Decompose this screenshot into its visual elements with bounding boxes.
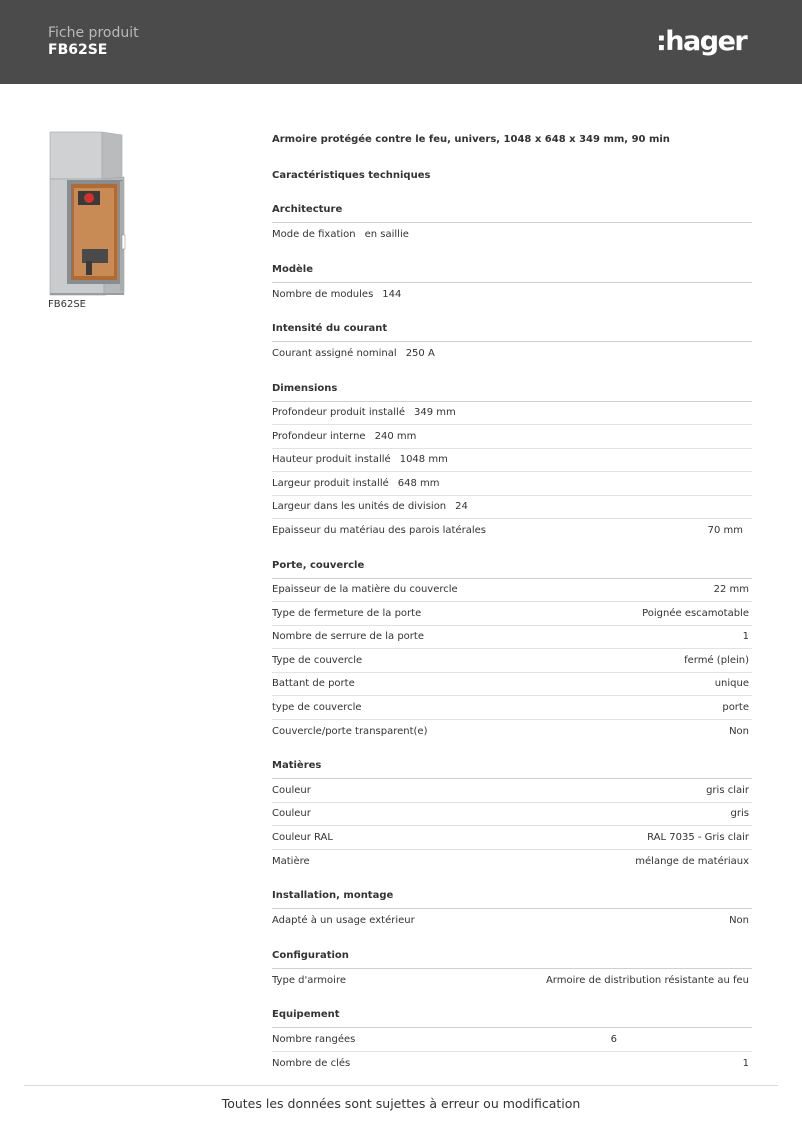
spec-label: Type de fermeture de la porte bbox=[272, 607, 422, 619]
spec-row bbox=[272, 1052, 752, 1076]
spec-label: Nombre de clés bbox=[272, 1057, 351, 1069]
spec-value: en saillie bbox=[364, 229, 409, 241]
spec-value: Armoire de distribution résistante au feu bbox=[545, 974, 749, 986]
spec-value: porte bbox=[722, 701, 749, 713]
spec-row bbox=[272, 649, 752, 673]
spec-row bbox=[272, 1028, 752, 1052]
spec-label: Adapté à un usage extérieur bbox=[272, 915, 415, 927]
spec-value: mélange de matériaux bbox=[635, 855, 749, 867]
product-title: Armoire protégée contre le feu, univers, 1048 x 648 x 349 mm, 90 min bbox=[272, 134, 670, 145]
spec-value: fermé (plein) bbox=[684, 654, 749, 666]
spec-row bbox=[272, 579, 752, 603]
spec-value: 1 bbox=[742, 631, 749, 643]
section-intensite bbox=[272, 306, 752, 366]
section-title: Intensité du courant bbox=[272, 306, 752, 342]
spec-value: 6 bbox=[610, 1033, 617, 1045]
spec-row bbox=[272, 472, 752, 496]
spec-row bbox=[272, 909, 752, 933]
spec-row bbox=[272, 342, 752, 366]
spec-row bbox=[272, 673, 752, 697]
spec-label: Profondeur interne bbox=[272, 430, 366, 442]
spec-label: Matière bbox=[272, 855, 310, 867]
spec-label: Epaisseur du matériau des parois latérales bbox=[272, 525, 487, 537]
svg-text::hager: :hager bbox=[656, 26, 747, 57]
product-reference: FB62SE bbox=[48, 42, 108, 58]
section-title: Architecture bbox=[272, 193, 752, 223]
section-modele bbox=[272, 247, 752, 307]
spec-row bbox=[272, 425, 752, 449]
spec-label: type de couvercle bbox=[272, 701, 362, 713]
section-title: Dimensions bbox=[272, 366, 752, 402]
section-porte-couvercle bbox=[272, 543, 752, 744]
spec-value: Non bbox=[729, 915, 749, 927]
section-title: Porte, couvercle bbox=[272, 543, 752, 579]
spec-row bbox=[272, 826, 752, 850]
section-title: Equipement bbox=[272, 992, 752, 1028]
spec-value: 648 mm bbox=[397, 477, 440, 489]
spec-label: Battant de porte bbox=[272, 678, 355, 690]
spec-row bbox=[272, 720, 752, 744]
spec-label: Profondeur produit installé bbox=[272, 407, 405, 419]
spec-row bbox=[272, 449, 752, 473]
spec-row bbox=[272, 803, 752, 827]
spec-row bbox=[272, 779, 752, 803]
spec-label: Largeur produit installé bbox=[272, 477, 389, 489]
product-image bbox=[48, 131, 128, 297]
section-matieres bbox=[272, 743, 752, 873]
spec-row bbox=[272, 850, 752, 874]
spec-label: Couleur RAL bbox=[272, 831, 333, 843]
section-equipement bbox=[272, 992, 752, 1075]
spec-value: 1 bbox=[742, 1057, 749, 1069]
spec-value: 144 bbox=[382, 288, 402, 300]
section-title: Configuration bbox=[272, 933, 752, 969]
spec-row bbox=[272, 496, 752, 520]
spec-label: Largeur dans les unités de division bbox=[272, 501, 447, 513]
spec-label: Type de couvercle bbox=[272, 654, 363, 666]
section-dimensions bbox=[272, 366, 752, 543]
product-content bbox=[272, 133, 752, 1075]
spec-row bbox=[272, 626, 752, 650]
spec-row bbox=[272, 223, 752, 247]
spec-label: Couvercle/porte transparent(e) bbox=[272, 725, 428, 737]
page-header bbox=[0, 0, 802, 84]
section-title: Matières bbox=[272, 743, 752, 779]
hager-logo bbox=[656, 24, 756, 58]
spec-value: 22 mm bbox=[713, 584, 749, 596]
spec-row bbox=[272, 402, 752, 426]
section-title: Modèle bbox=[272, 247, 752, 283]
section-title: Installation, montage bbox=[272, 873, 752, 909]
footer-divider bbox=[24, 1085, 778, 1086]
spec-label: Courant assigné nominal bbox=[272, 348, 397, 360]
spec-row bbox=[272, 969, 752, 993]
spec-label: Hauteur produit installé bbox=[272, 454, 391, 466]
document-type-label: Fiche produit bbox=[48, 25, 139, 41]
spec-value: Non bbox=[729, 725, 749, 737]
spec-row bbox=[272, 602, 752, 626]
spec-value: unique bbox=[714, 678, 749, 690]
spec-row bbox=[272, 283, 752, 307]
spec-value: 240 mm bbox=[374, 430, 417, 442]
specs-heading: Caractéristiques techniques bbox=[272, 170, 431, 181]
section-installation bbox=[272, 873, 752, 933]
spec-label: Nombre de modules bbox=[272, 288, 374, 300]
spec-value: 1048 mm bbox=[399, 454, 448, 466]
spec-value: RAL 7035 - Gris clair bbox=[647, 831, 749, 843]
footer-disclaimer: Toutes les données sont sujettes à erreur ou modification bbox=[221, 1096, 581, 1111]
section-configuration bbox=[272, 933, 752, 993]
spec-row bbox=[272, 696, 752, 720]
spec-value: 70 mm bbox=[707, 525, 743, 537]
spec-label: Couleur bbox=[272, 808, 311, 820]
spec-label: Nombre rangées bbox=[272, 1033, 356, 1045]
spec-label: Mode de fixation bbox=[272, 229, 356, 241]
section-architecture bbox=[272, 193, 752, 247]
spec-label: Couleur bbox=[272, 784, 311, 796]
spec-value: gris bbox=[730, 808, 749, 820]
spec-value: Poignée escamotable bbox=[642, 607, 749, 619]
spec-value: 250 A bbox=[405, 348, 435, 360]
spec-value: 349 mm bbox=[413, 407, 456, 419]
product-image-caption: FB62SE bbox=[48, 299, 87, 310]
spec-row bbox=[272, 519, 752, 543]
spec-label: Epaisseur de la matière du couvercle bbox=[272, 584, 458, 596]
spec-label: Nombre de serrure de la porte bbox=[272, 631, 424, 643]
spec-label: Type d'armoire bbox=[272, 974, 346, 986]
spec-value: gris clair bbox=[706, 784, 749, 796]
spec-value: 24 bbox=[455, 501, 468, 513]
